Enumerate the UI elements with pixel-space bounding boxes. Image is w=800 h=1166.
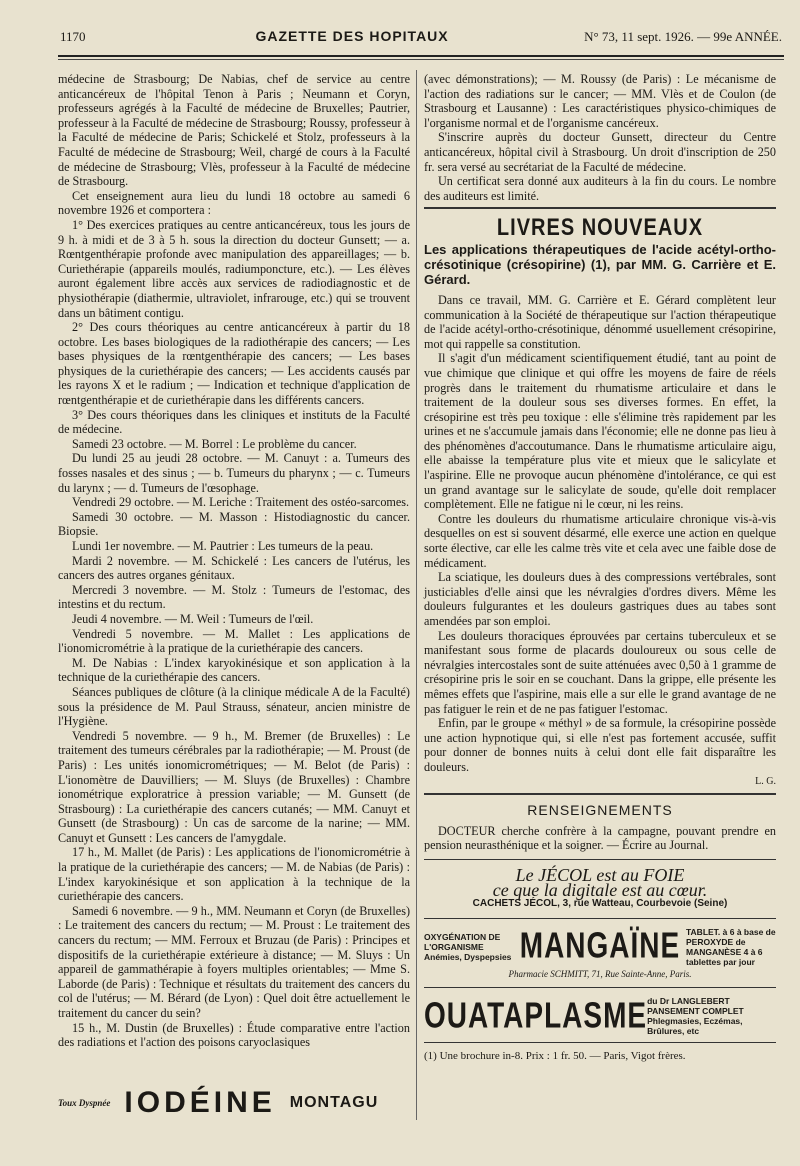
paragraph: 15 h., M. Dustin (de Bruxelles) : Étude comparative entre l'action des radiations et l'action des poisons caryoclasiques bbox=[58, 1020, 410, 1050]
mangaine-name: MANGAÏNE bbox=[519, 925, 681, 966]
paragraph: 17 h., M. Mallet (de Paris) : Les applications de l'ionomicrométrie à la pratique de la curiethérapie des cancers; — M. de Nabias (de Paris) : L'index karyokinésique et son application à la technique de la curiethérapie des cancers. bbox=[58, 845, 410, 904]
paragraph: (avec démonstrations); — M. Roussy (de Paris) : Le mécanisme de l'action des radiations sur le cancer; — MM. Vlès et de Coulon (de Strasbourg et Lausanne) : Les caractéristiques physico-chimiques de l'organisme normal et de l'organisme cancéreux. bbox=[424, 72, 776, 130]
header-rule-thin bbox=[58, 59, 784, 60]
page-number: 1170 bbox=[60, 29, 86, 44]
section-title: LIVRES NOUVEAUX bbox=[496, 215, 704, 242]
paragraph: 1° Des exercices pratiques au centre anticancéreux, tous les jours de 9 h. à midi et de 3 à 5 h. sous la direction du docteur Gunsett; — a. Rœntgenthérapie profonde avec manipulation des appareillages; — b. Curiethérapie (appareils moulés, radiumponcture, etc.). — Les élèves auront également libre accès aux services de radiodiagnostic et de physiothérapie (diathermie, ultraviolet, infrarouge, etc.) qui se trouvent dans un bâtiment contigu. bbox=[58, 217, 410, 320]
paragraph: La sciatique, les douleurs dues à des compressions vertébrales, sont justiciables d'elle ainsi que les névralgies d'ordres divers. Même les douleurs fulgurantes et les douleurs gastriques dues au tabes sont amendées par son emploi. bbox=[424, 570, 776, 628]
divider bbox=[424, 859, 776, 860]
jecol-ad bbox=[424, 864, 776, 912]
paragraph: Mardi 2 novembre. — M. Schickelé : Les cancers de l'utérus, les cancers des autres organes génitaux. bbox=[58, 553, 410, 583]
jecol-line-1: Le JÉCOL est au FOIE bbox=[515, 864, 685, 885]
iodeine-ad bbox=[58, 1086, 408, 1120]
paragraph: Du lundi 25 au jeudi 28 octobre. — M. Canuyt : a. Tumeurs des fosses nasales et des sinus ; — b. Tumeurs du pharynx ; — c. Tumeurs du larynx ; — d. Tumeurs de l'œsophage. bbox=[58, 451, 410, 495]
paragraph: Enfin, par le groupe « méthyl » de sa formule, la crésopirine possède une action hypnotique qui, si elle n'est pas fortement accusée, suffit pour donner de bonnes nuits à celui dont elle fait disparaître les douleurs. bbox=[424, 716, 776, 774]
paragraph: Les douleurs thoraciques éprouvées par certains tuberculeux et se manifestant sous forme de placards douloureux ou sous celle de névralgies intercostales sont de suite atténuées avec 0,50 à 1 gramme de crésopirine pris le soir en se couchant. Dans la grippe, elle présente les mêmes effets que l'aspirine, mais elle a sur elle le grand avantage de ne pas fatiguer le rein et de ne pas fatiguer l'estomac. bbox=[424, 628, 776, 716]
paragraph: médecine de Strasbourg; De Nabias, chef de service au centre anticancéreux de l'hôpital Tenon à Paris ; Neumann et Coryn, professeurs agrégés à la Faculté de médecine de Bruxelles; Pautrier, professeur à la Faculté de médecine de Strasbourg; Roussy, professeur à la Faculté de médecine de Paris; Schickelé et Stolz, professeurs à la Faculté de médecine de Strasbourg; Weil, chargé de cours à la Faculté de médecine de Strasbourg; Vlès, professeur à la Faculté de médecine de Strasbourg. bbox=[58, 72, 410, 189]
paragraph: 2° Des cours théoriques au centre anticancéreux à partir du 18 octobre. Les bases biologiques de la radiothérapie des cancers; — Les bases physiques de la rœntgenthérapie des cancers; — Les bases physiques de la curiethérapie des cancers; — Les accidents causés par les rayons X et le radium ; — Indication et technique d'application de rœntgenthérapie et de curiethérapie dans les différents cancers. bbox=[58, 320, 410, 408]
paragraph: Jeudi 4 novembre. — M. Weil : Tumeurs de l'œil. bbox=[72, 611, 314, 626]
column-divider bbox=[416, 70, 417, 1120]
mangaine-left: OXYGÉNATION DE L'ORGANISME Anémies, Dyspepsies bbox=[424, 931, 512, 962]
divider bbox=[424, 793, 776, 795]
mangaine-address: Pharmacie SCHMITT, 71, Rue Sainte-Anne, Paris. bbox=[508, 968, 692, 979]
paragraph: Cet enseignement aura lieu du lundi 18 octobre au samedi 6 novembre 1926 et comportera : bbox=[58, 188, 410, 218]
paragraph: Vendredi 29 octobre. — M. Leriche : Traitement des ostéo-sarcomes. bbox=[72, 495, 410, 510]
paragraph: Contre les douleurs du rhumatisme articulaire chronique vis-à-vis desquelles on est si souvent désarmé, elle exerce une action en quelque sorte élective, car elle les calme très vite et cela avec une faible dose de médicament. bbox=[424, 511, 776, 570]
footnote: (1) Une brochure in-8. Prix : 1 fr. 50. — Paris, Vigot frères. bbox=[424, 1050, 686, 1063]
left-column bbox=[58, 72, 410, 1050]
paragraph: Lundi 1er novembre. — M. Pautrier : Les tumeurs de la peau. bbox=[72, 539, 374, 553]
page-header bbox=[60, 28, 782, 50]
paragraph: Samedi 6 novembre. — 9 h., MM. Neumann et Coryn (de Bruxelles) : Le traitement des cancers du rectum; — M. Proust : Le traitement des cancers du rectum; — MM. Ferroux et Bruzau (de Paris) : Principes et dispositifs de la curiethérapie extérieure à distance; — M. Sluys : Un appareil de gammathérapie à foyers multiples orientables; — Mme S. Laborde (de Paris) : Technique et résultats du traitement des cancers du col de l'utérus; — M. Bérard (de Lyon) : Quel doit être actuellement le traitement du cancer du sein? bbox=[58, 903, 410, 1020]
paragraph: Un certificat sera donné aux auditeurs à la fin du cours. Le nombre des auditeurs est limité. bbox=[424, 174, 776, 203]
signature: L. G. bbox=[755, 775, 776, 787]
header-rule bbox=[58, 55, 784, 57]
paragraph: Il s'agit d'un médicament scientifiquement étudié, tant au point de vue chimique que clinique et qui offre les moyens de faire de réels progrès dans le traitement du rhumatisme articulaire et dans le traitement de la douleur sous ses diverses formes. En effet, la crésopirine est très peu toxique : elle s'élimine très rapidement par les urines et ne s'accumule jamais dans l'économie; elle ne donne pas lieu à des phénomènes d'accoutumance. Dans le rhumatisme articulaire aigu, elle abaisse la température plus vite et mieux que le salicylate et l'aspirine. Elle ne provoque aucun phénomène d'intolérance, ce qui est un grand avantage sur le salicylate de soude, qu'elle doit remplacer complètement. Elle ne fatigue ni le cœur, ni les reins. bbox=[424, 351, 776, 512]
jecol-line-2: ce que la digitale est au cœur. bbox=[492, 879, 708, 900]
iodeine-indication: Toux Dyspnée bbox=[58, 1098, 111, 1108]
ouataplasme-right: du Dr LANGLEBERT PANSEMENT COMPLET Phlegmasies, Eczémas, Brûlures, etc bbox=[647, 996, 744, 1037]
paragraph: S'inscrire auprès du docteur Gunsett, directeur du Centre anticancéreux, hôpital civil à Strasbourg. Un droit d'inscription de 250 fr. sera versé au secrétariat de la Faculté de médecine. bbox=[424, 130, 776, 174]
paragraph: Samedi 30 octobre. — M. Masson : Histodiagnostic du cancer. Biopsie. bbox=[58, 509, 410, 539]
iodeine-name: IODÉINE bbox=[124, 1086, 276, 1119]
paragraph: Mercredi 3 novembre. — M. Stolz : Tumeurs de l'estomac, des intestins et du rectum. bbox=[58, 582, 410, 612]
divider bbox=[424, 207, 776, 209]
jecol-line-3: CACHETS JÉCOL, 3, rue Watteau, Courbevoie (Seine) bbox=[472, 898, 728, 910]
ouataplasme-name: OUATAPLASME bbox=[424, 995, 648, 1036]
journal-title: GAZETTE DES HOPITAUX bbox=[255, 28, 449, 44]
paragraph: Dans ce travail, MM. G. Carrière et E. Gérard complètent leur communication à la Société de thérapeutique sur l'action thérapeutique de l'acide acétyl-ortho-crésotinique, dénommé usuellement crésopirine, mot qui rappelle sa constitution. bbox=[424, 292, 776, 351]
paragraph: Vendredi 5 novembre. — 9 h., M. Bremer (de Bruxelles) : Le traitement des tumeurs cérébrales par la radiothérapie; — M. Proust (de Paris) : Les unités ionomicrométriques; — M. Belot (de Paris) : L'ionomètre de Dauvilliers; — M. Sluys (de Bruxelles) : Chambre ionométrique exploratrice à pression variable; — M. Gunsett (de Strasbourg) : La curiethérapie des cancers cutanés; — MM. Canuyt et Gunsett (de Strasbourg) : Un cas de sarcome de la narine; — MM. Canuyt et Gunsett : Les cancers de l'amygdale. bbox=[58, 728, 410, 845]
book-title: Les applications thérapeutiques de l'acide acétyl-ortho-crésotinique (crésopirine) (1), par MM. G. Carrière et E. Gérard. bbox=[424, 241, 776, 287]
divider bbox=[424, 1042, 776, 1043]
info-title: RENSEIGNEMENTS bbox=[527, 802, 673, 819]
info-text: DOCTEUR cherche confrère à la campagne, pouvant prendre en pension neurasthénique et la soigner. — Écrire au Journal. bbox=[424, 823, 776, 853]
paragraph: Vendredi 5 novembre. — M. Mallet : Les applications de l'ionomicrométrie à la pratique de la curiethérapie des cancers. bbox=[58, 626, 410, 656]
iodeine-brand: MONTAGU bbox=[289, 1094, 379, 1111]
ouataplasme-ad bbox=[424, 996, 776, 1036]
divider bbox=[424, 918, 776, 919]
paragraph: M. De Nabias : L'index karyokinésique et son application à la technique de la curiethérapie des cancers. bbox=[58, 655, 410, 685]
paragraph: Séances publiques de clôture (à la clinique médicale A de la Faculté) sous la présidence de M. Paul Strauss, sénateur, ancien ministre de l'Hygiène. bbox=[58, 684, 410, 729]
divider bbox=[424, 987, 776, 988]
right-column bbox=[424, 72, 776, 1064]
paragraph: 3° Des cours théoriques dans les cliniques et instituts de la Faculté de médecine. bbox=[58, 407, 410, 437]
issue-info: N° 73, 11 sept. 1926. — 99e ANNÉE. bbox=[584, 29, 782, 44]
mangaine-ad bbox=[424, 927, 776, 967]
paragraph: Samedi 23 octobre. — M. Borrel : Le problème du cancer. bbox=[72, 436, 357, 451]
mangaine-right: TABLET. à 6 à base de PEROXYDE de MANGANÈSE 4 à 6 tablettes par jour bbox=[685, 926, 776, 967]
